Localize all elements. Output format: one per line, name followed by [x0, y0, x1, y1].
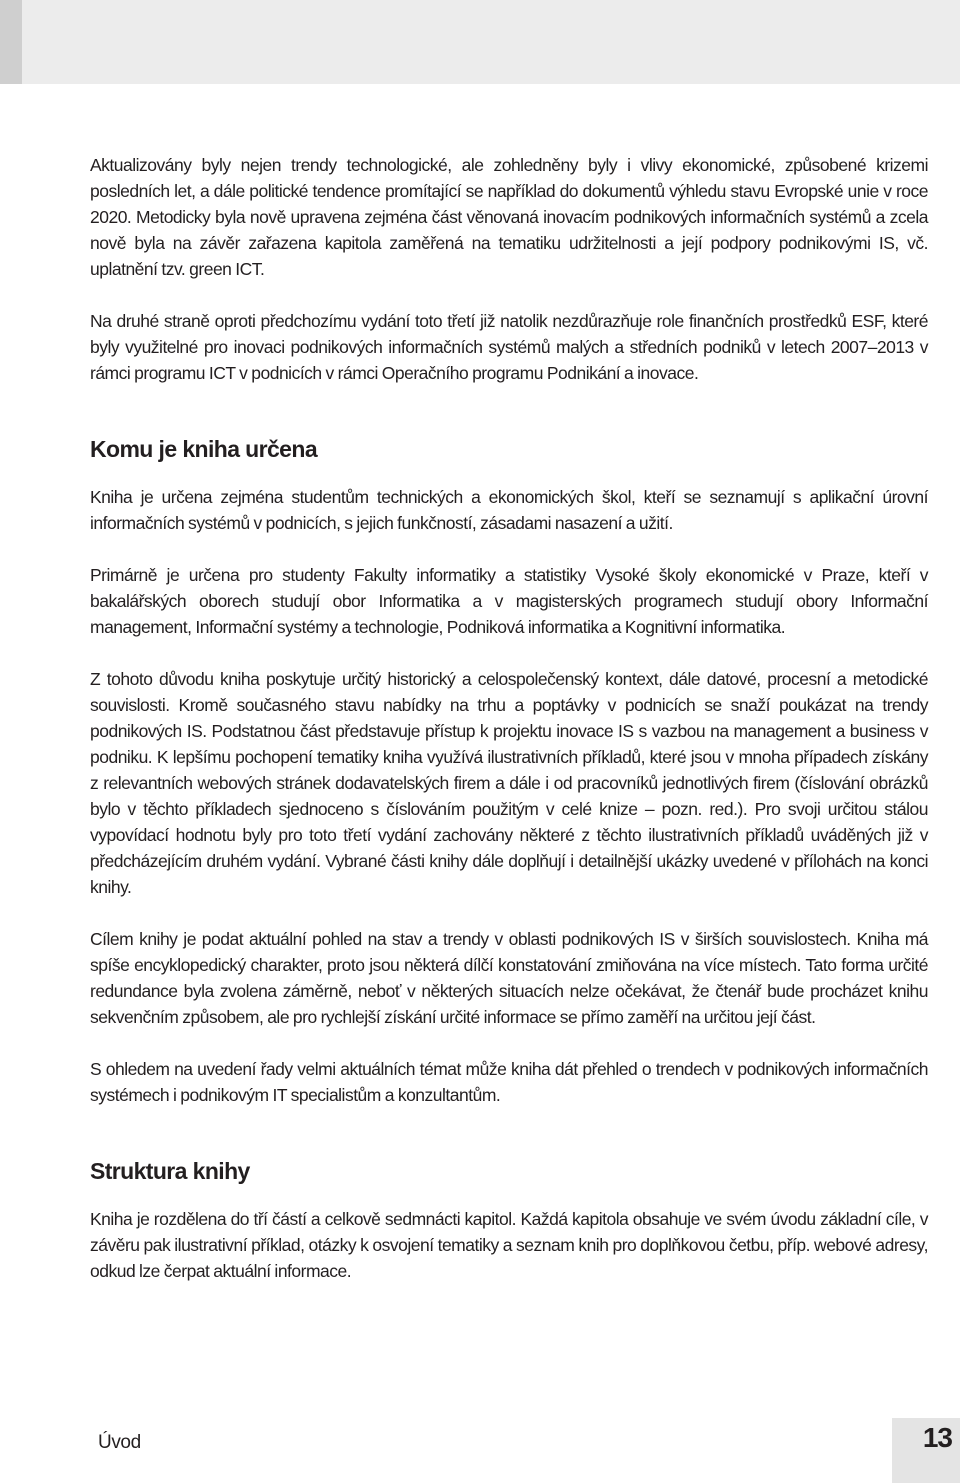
page-number: 13 — [922, 1422, 952, 1453]
paragraph-structure: Kniha je rozdělena do tří částí a celkově sedmnácti kapitol. Každá kapitola obsahuje ve svém úvodu základní cíle, v závěru pak ilustrativní příklad, otázky k osvojení tematiky a seznam knih pro doplňkovou četbu, příp. webové adresy, odkud lze čerpat aktuální informace. — [90, 1209, 928, 1281]
paragraph-specialists: S ohledem na uvedení řady velmi aktuálních témat může kniha dát přehled o trendech v podnikových informačních systémech i podnikovým IT specialistům a konzultantům. — [90, 1059, 928, 1105]
paragraph-primary-audience: Primárně je určena pro studenty Fakulty informatiky a statistiky Vysoké školy ekonomické v Praze, kteří v bakalářských oborech studují obor Informatika a v magisterských programech studují obory Informační management, Informační systémy a technologie, Podniková informatika a Kognitivní informatika. — [90, 565, 928, 637]
page-number-box — [892, 1418, 960, 1483]
top-decorative-band — [0, 0, 960, 84]
top-band-corner — [0, 0, 22, 84]
page-footer — [0, 1418, 960, 1483]
heading-structure: Struktura knihy — [90, 1158, 250, 1184]
footer-section-label: Úvod — [98, 1432, 141, 1453]
paragraph-revisions: Aktualizovány byly nejen trendy technologické, ale zohledněny byly i vlivy ekonomické, způsobené krizemi posledních let, a dále politické tendence promítající se například do dokumentů výhledu stavu Evropské unie v roce 2020. Metodicky byla nově upravena zejména část věnovaná inovacím podnikových informačních systémů a zcela nově byla na závěr zařazena kapitola zaměřená na tematiku udržitelnosti a její podpory podnikovými IS, vč. uplatnění tzv. green ICT. — [90, 155, 928, 279]
heading-audience: Komu je kniha určena — [90, 436, 318, 462]
paragraph-audience-intro: Kniha je určena zejména studentům technických a ekonomických škol, kteří se seznamují s aplikační úrovní informačních systémů v podnicích, s jejich funkčností, zásadami nasazení a užití. — [90, 487, 928, 533]
paragraph-esf: Na druhé straně oproti předchozímu vydání toto třetí již natolik nezdůrazňuje role finančních prostředků ESF, které byly využitelné pro inovaci podnikových informačních systémů malých a středních podniků v letech 2007–2013 v rámci programu ICT v podnicích v rámci Operačního programu Podnikání a inovace. — [90, 311, 928, 383]
page-body — [90, 152, 928, 1284]
paragraph-goal: Cílem knihy je podat aktuální pohled na stav a trendy v oblasti podnikových IS v širších souvislostech. Kniha má spíše encyklopedický charakter, proto jsou některá dílčí konstatování zmiňována na více místech. Tato forma určité redundance byla zvolena záměrně, neboť v některých situacích nelze očekávat, že čtenář bude procházet knihu sekvenčním způsobem, ale pro rychlejší získání určité informace se přímo zaměří na určitou její část. — [90, 929, 928, 1027]
paragraph-context: Z tohoto důvodu kniha poskytuje určitý historický a celospolečenský kontext, dále datové, procesní a metodické souvislosti. Kromě současného stavu nabídky na trhu a poptávky v podnicích se snaží poukázat na trendy podnikových IS. Podstatnou část představuje přístup k projektu inovace IS s vazbou na management a business v podniku. K lepšímu pochopení tematiky kniha využívá ilustrativních příkladů, které jsou v mnoha případech získány z relevantních webových stránek dodavatelských firem a dále i od pracovníků jednotlivých firem (číslování obrázků bylo v těchto příkladech sjednoceno s číslováním použitým v celé knize – pozn. red.). Pro svoji určitou stálou vypovídací hodnotu byly pro toto třetí vydání zachovány některé z těchto ilustrativních příkladů uváděných již v předcházejícím druhém vydání. Vybrané části knihy dále doplňují i detailnější ukázky uvedené v přílohách na konci knihy. — [90, 669, 928, 897]
